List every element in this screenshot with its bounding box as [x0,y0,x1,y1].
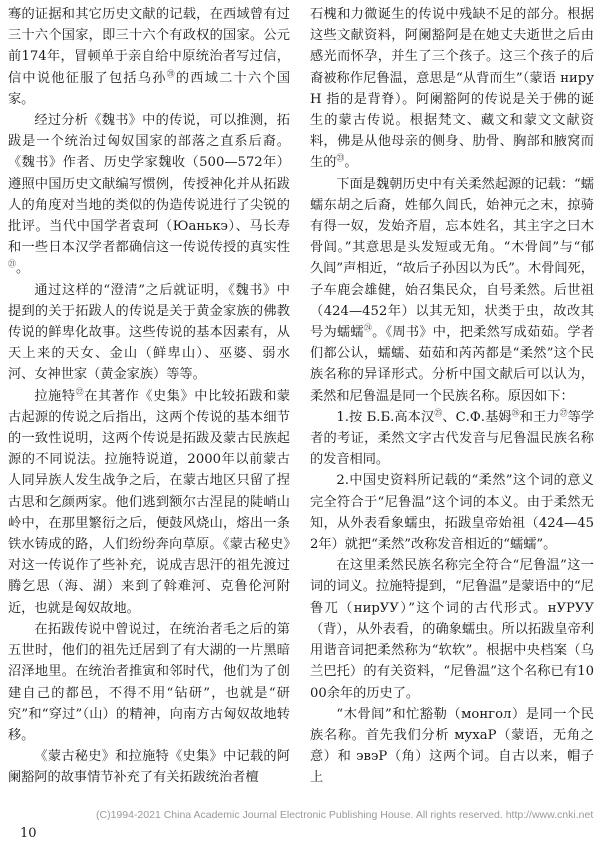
footnote-marker: ㉒ [75,387,85,397]
paragraph [8,280,290,386]
paragraph-text: 等学者的考证，柔然文字古代发音与尼鲁温民族名称的发音相同。 [310,409,595,468]
paragraph [8,386,290,619]
paragraph-text: 在这里柔然民族名称完全符合“尼鲁温”这一词的词义。拉施特提到，“尼鲁温”是蒙语中的“尼鲁兀（нирУУ）”这个词的古代形式。нУРУУ（背），从外表看，的确象蠕虫。所以拓跋皇帝利用谐音词把柔然称为“软软”。根据中央档案（乌兰巴托）的有关资料，“尼鲁温”这个名称已有1000余年的历史了。 [310,558,594,701]
paragraph-text: 2.中国史资料所记载的“柔然”这个词的意义完全符合于“尼鲁温”这个词的本义。由于柔然无知，从外表看象蠕虫，拓跋皇帝始祖（424—452年）就把“柔然”改称发音相近的“蠕蠕”。 [310,473,594,553]
paragraph-text: 下面是魏朝历史中有关柔然起源的记载：“蠕蠕东胡之后裔，姓郁久闾氏，始神元之末，掠骑有得一奴，发始齐眉，忘本姓名，其主字之曰木骨闾。”其意思是头发短或无角。“木骨闾”与“郁久闾”声相近，“故后子孙因以为氏”。木骨闾死，子车鹿会雄健，始召集民众，自号柔然。后世祖（424—452年）以其无知，状类于虫，故改其号为蠕蠕 [310,176,594,341]
paragraph-text: 石槐和力微诞生的传说中残缺不足的部分。根据这些文献资料，阿阑豁阿是在她丈夫逝世之后由感光而怀孕，并生了三个孩子。这三个孩子的后裔被称作尼鲁温，意思是“从背而生”（蒙语 нируН 指的是背脊）。阿阑豁阿的传说是关于佛的诞生的蒙古传说。根据梵文、藏文和蒙文文献资料，佛是从他母亲的侧身、肋骨、胸部和腋窝而生的 [310,7,594,171]
paragraph-text: “木骨闾”和忙豁勒（монгол）是同一个民族名称。首先我们分析 мухаР（蒙语，无角之意）和 эвэР（角）这两个词。自古以来，帽子上 [310,706,594,786]
paragraph [8,110,290,280]
paragraph [310,704,594,789]
paragraph-text: 在拓跋传说中曾说过，在统治者毛之后的第五世时，他们的祖先迁居到了有大湖的一片黑暗沼泽地里。在统治者推寅和邻时代，他们为了创建自己的都邑，不得不用“钻研”，也就是“研究”和“穿过”（山）的精神，向南方古匈奴故地转移。 [8,621,290,743]
right-column [310,4,594,789]
paragraph-text: 、С.Ф.基姆 [442,409,512,425]
paragraph-text: 。《周书》中，把柔然写成茹茹。学者们都公认，蠕蠕、茹茹和芮芮都是“柔然”这个民族名称的异译形式。分析中国文献后可以认为，柔然和尼鲁温是同一个民族名称。原因如下： [310,325,595,404]
paragraph-text: 《蒙古秘史》和拉施特《史集》中记载的阿阑豁阿的故事情节补充了有关拓跋统治者檀 [8,749,290,786]
footnote-marker: ㉖ [511,408,520,418]
paragraph-text: 的西域二十六个国家。 [8,70,291,107]
paragraph-text: 通过这样的“澄清”之后就证明，《魏书》中提到的关于拓跋人的传说是关于黄金家族的佛教传说的鲜卑化故事。这些传说的基本因素有，从天上来的天女、金山（鲜卑山）、巫婆、弱水河、女神世家（黄金家族）等等。 [8,282,290,383]
paragraph-text: 。 [344,155,358,171]
footnote-marker: ㉑ [8,260,16,270]
paragraph [310,4,594,174]
paragraph [310,470,594,555]
footnote-marker: ㉓ [336,154,345,164]
paragraph-text: 骞的证据和其它历史文献的记载，在西域曾有过三十六个国家，即三十六个有政权的国家。公元前174年，冒顿单于亲自给中原统治者写过信，信中说他征服了包括乌孙 [8,7,290,86]
page-number: 10 [20,826,37,841]
paragraph [310,555,594,703]
paragraph [310,174,594,407]
footnote-marker: ⑳ [166,69,176,79]
paragraph-text: 和王力 [519,409,560,425]
paragraph-text: 拉施特 [34,388,76,404]
paragraph-text: 在其著作《史集》中比较拓跋和蒙古起源的传说之后指出，这两个传说的基本细节的一致性说明，这两个传说是拓跋及蒙古民族起源的不同说法。拉施特说道，2000年以前蒙古人同异族人发生战争之后，在蒙古地区只留了捏古思和乞颜两家。他们逃到额尔古涅昆的陡峭山岭中，在那里繁衍之后，便鼓风烧山，熔出一条铁水铸成的路，人们纷纷奔向草原。《蒙古秘史》对这一传说作了些补充，说成吉思汗的祖先渡过腾乞思（海、湖）来到了斡难河、克鲁伦河附近，也就是匈奴故地。 [8,388,291,616]
paragraph [310,407,594,471]
copyright-footer: (C)1994-2021 China Academic Journal Electronic Publishing House. All rights reserved. http://www.cnki.net [96,809,594,821]
paragraph-text: 。 [16,261,30,277]
footnote-marker: ㉔ [363,323,373,333]
left-column [8,4,290,789]
paragraph [8,4,290,110]
paragraph-text: 1.按 Б.Б.高本汉 [336,409,435,425]
paragraph [8,619,290,746]
footnote-marker: ㉗ [559,408,568,418]
footnote-marker: ㉕ [434,408,443,418]
paragraph-text: 经过分析《魏书》中的传说，可以推测，拓跋是一个统治过匈奴国家的部落之直系后裔。《魏书》作者、历史学家魏收（500—572年）遵照中国历史文献编写惯例，传授神化并从拓跋人的角度对当地的类似的伪造传说进行了尖锐的批评。当代中国学者袁珂（Юанькэ）、马长寿和一些日本汉学者都确信这一传说传授的真实性 [8,113,290,256]
paragraph [8,746,290,788]
